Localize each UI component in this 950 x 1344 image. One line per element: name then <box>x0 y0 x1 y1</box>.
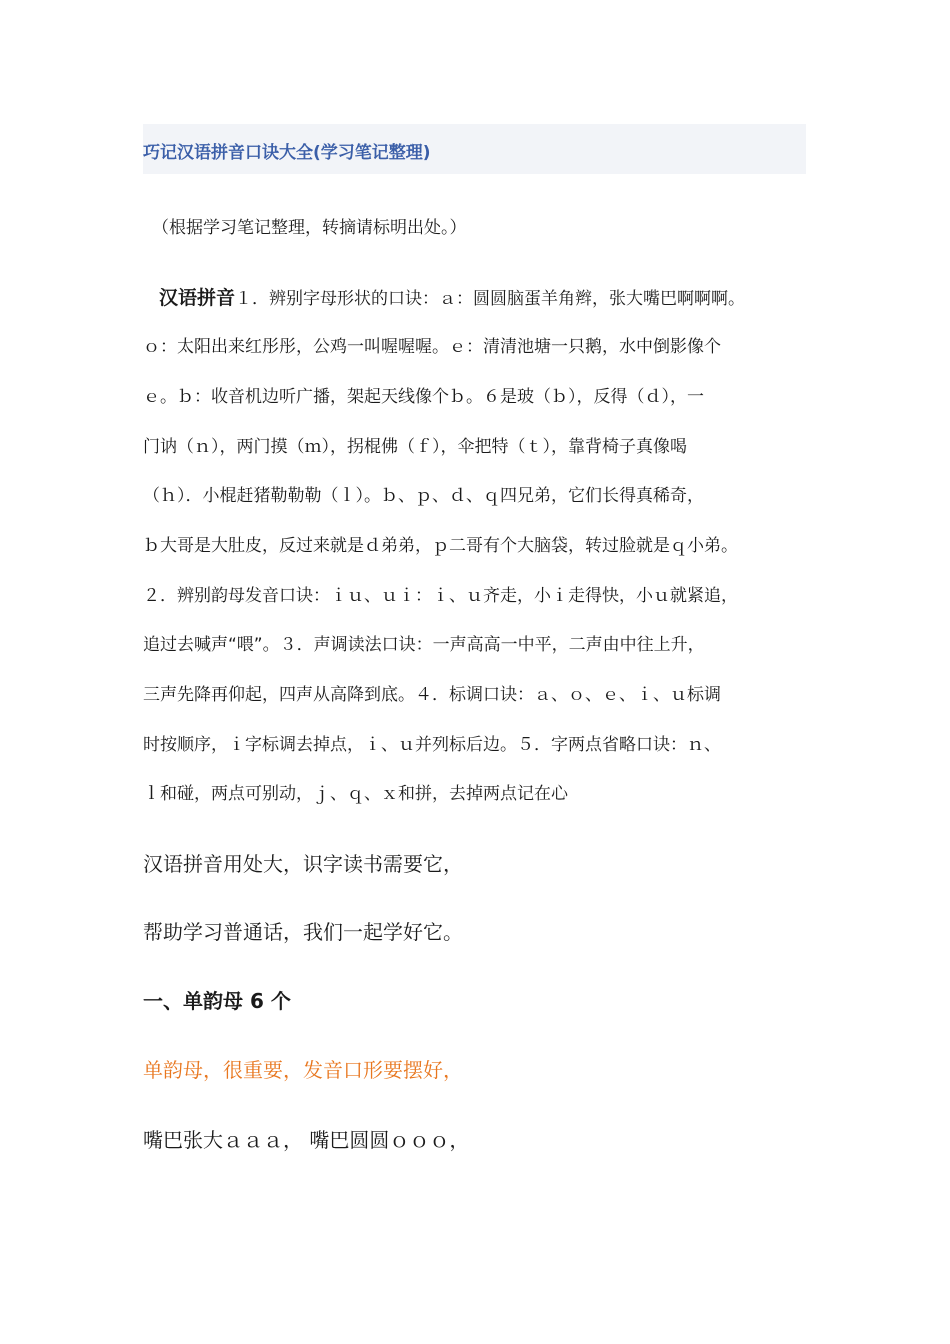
source-note: （根据学习笔记整理，转摘请标明出处。） <box>152 218 467 238</box>
document-title: 巧记汉语拼音口诀大全(学习笔记整理) <box>143 143 431 163</box>
intro-line-6: ｂ大哥是大肚皮，反过来就是ｄ弟弟，ｐ二哥有个大脑袋，转过脸就是ｑ小弟。 <box>143 536 738 556</box>
intro-line-8: 追过去喊声“喂”。３．声调读法口诀：一声高高一中平，二声由中往上升， <box>143 635 705 655</box>
intro-line-1 <box>143 283 823 310</box>
verse-line-1: 汉语拼音用处大，识字读书需要它， <box>143 852 463 876</box>
intro-line-9: 三声先降再仰起，四声从高降到底。４．标调口诀：ａ、ｏ、ｅ、ｉ、ｕ标调 <box>143 685 721 705</box>
intro-line-7: ２．辨别韵母发音口诀：ｉｕ、ｕｉ：ｉ、ｕ齐走，小ｉ走得快，小ｕ就紧追， <box>143 586 738 606</box>
intro-lead: 汉语拼音 <box>159 287 236 309</box>
intro-line-3: ｅ。ｂ：收音机边听广播，架起天线像个ｂ。６是玻（ｂ），反得（ｄ），一 <box>143 387 704 407</box>
intro-line-5: （ｈ）．小棍赶猪勒勒勒（ｌ）。ｂ、ｐ、ｄ、ｑ四兄弟，它们长得真稀奇， <box>143 486 704 506</box>
intro-line-2: ｏ：太阳出来红彤彤，公鸡一叫喔喔喔。ｅ：清清池塘一只鹅，水中倒影像个 <box>143 337 721 357</box>
intro-line-text: １．辨别字母形状的口诀：ａ：圆圆脑蛋羊角辫，张大嘴巴啊啊啊。 <box>235 289 746 309</box>
section-heading-monophthongs: 一、单韵母 6 个 <box>143 989 291 1013</box>
section-line: 嘴巴张大ａａａ， 嘴巴圆圆ｏｏｏ， <box>143 1128 470 1152</box>
verse-line-2: 帮助学习普通话，我们一起学好它。 <box>143 920 463 944</box>
section-orange-line: 单韵母，很重要，发音口形要摆好， <box>143 1058 463 1082</box>
intro-line-11: ｌ和碰，两点可别动，ｊ、ｑ、ｘ和拼，去掉两点记在心 <box>143 784 568 804</box>
intro-line-4: 门讷（ｎ），两门摸（ｍ），拐棍佛（ｆ），伞把特（ｔ），靠背椅子真像喝 <box>143 437 687 457</box>
intro-line-10: 时按顺序，ｉ字标调去掉点，ｉ、ｕ并列标后边。５．字两点省略口诀：ｎ、 <box>143 735 721 755</box>
